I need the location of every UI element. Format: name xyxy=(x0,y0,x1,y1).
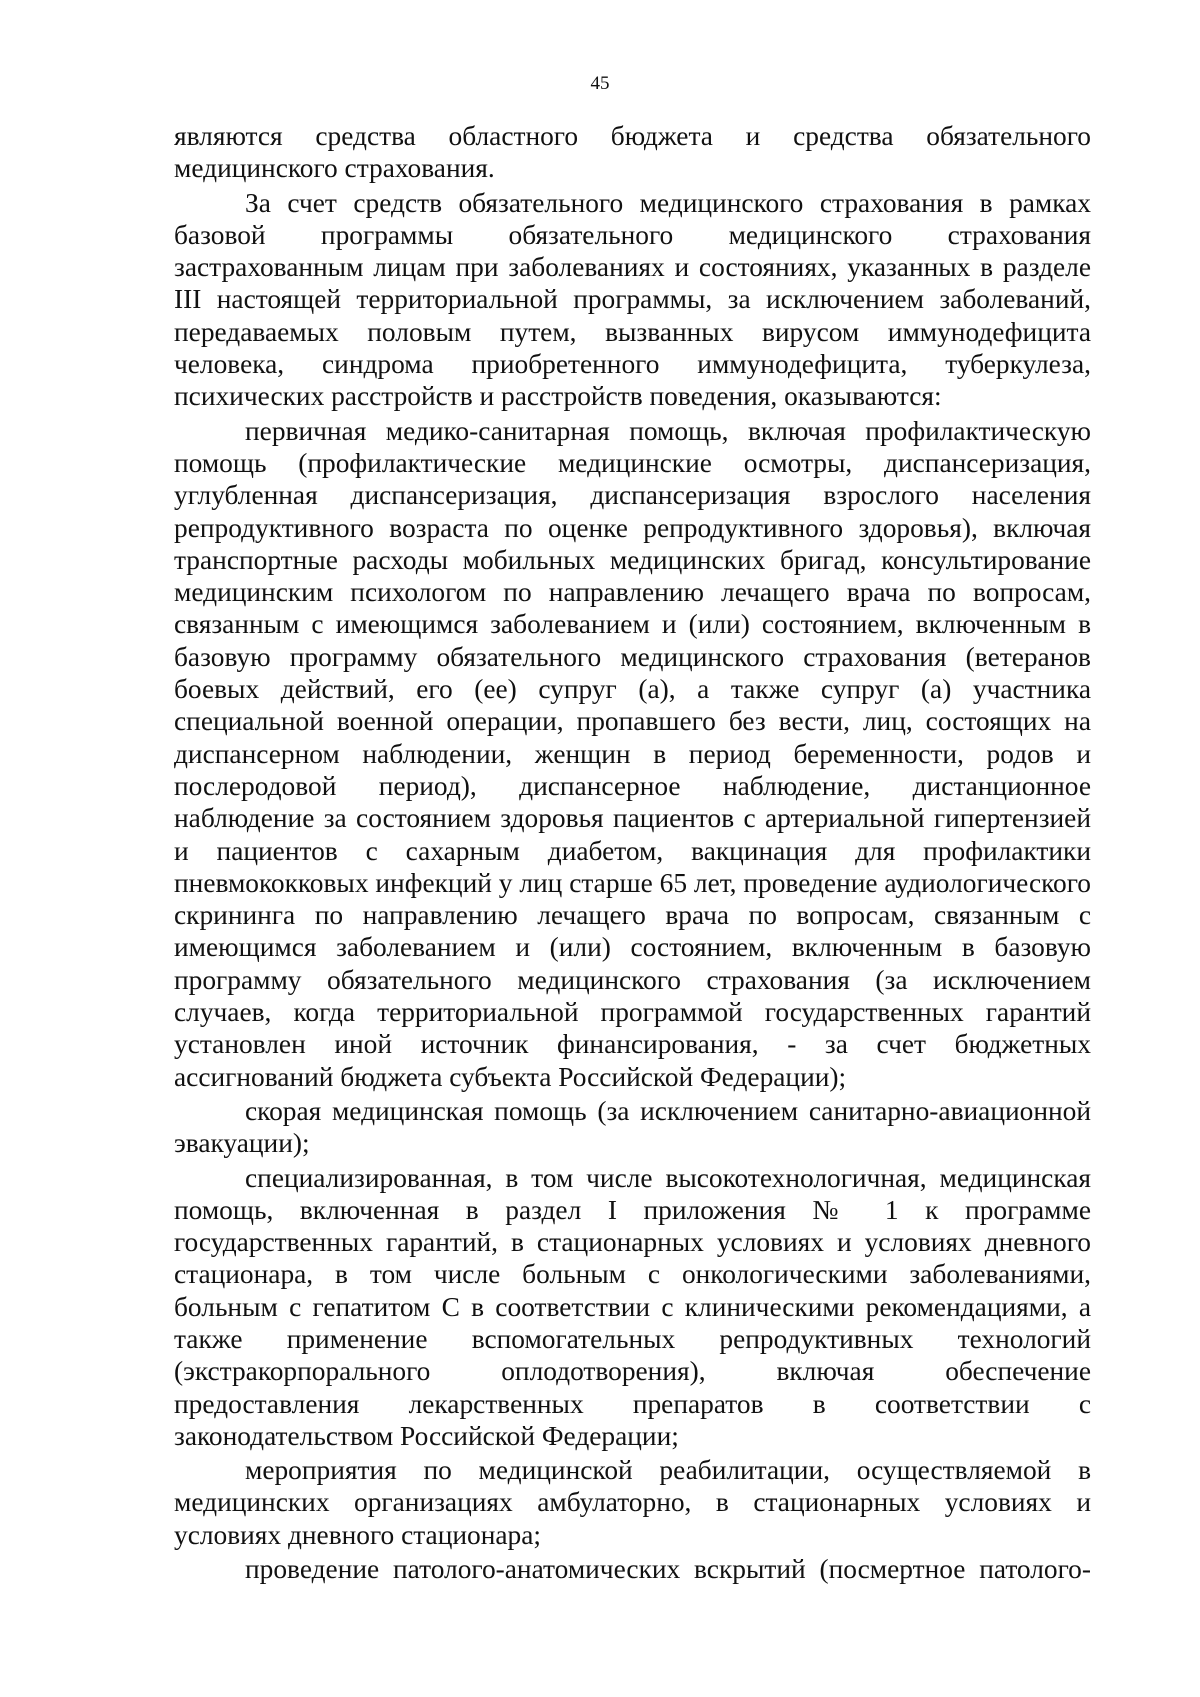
paragraph-6: мероприятия по медицинской реабилитации, осуществляемой в медицинских организациях амбулаторно, в стационарных условиях и условиях дневного стационара; xyxy=(174,1455,1091,1550)
paragraph-7: проведение патолого-анатомических вскрытий (посмертное патолого- xyxy=(245,1554,1091,1585)
paragraph-4: скорая медицинская помощь (за исключением санитарно-авиационной эвакуации); xyxy=(174,1095,1091,1159)
paragraph-3: первичная медико-санитарная помощь, включая профилактическую помощь (профилактические медицинские осмотры, диспансеризация, углубленная диспансеризация, диспансеризация взрослого населения репродуктивного возраста по оценке репродуктивного здоровья), включая транспортные расходы мобильных медицинских бригад, консультирование медицинским психологом по направлению лечащего врача по вопросам, связанным с имеющимся заболеванием и (или) состоянием, включенным в базовую программу обязательного медицинского страхования (ветеранов боевых действий, его (ее) супруг (а), а также супруг (а) участника специальной военной операции, пропавшего без вести, лиц, состоящих на диспансерном наблюдении, женщин в период беременности, родов и послеродовой период), диспансерное наблюдение, дистанционное наблюдение за состоянием здоровья пациентов с артериальной гипертензией и пациентов с сахарным диабетом, вакцинация для профилактики пневмококковых инфекций у лиц старше 65 лет, проведение аудиологического скрининга по направлению лечащего врача по вопросам, связанным с имеющимся заболеванием и (или) состоянием, включенным в базовую программу обязательного медицинского страхования (за исключением случаев, когда территориальной программой государственных гарантий установлен иной источник финансирования, - за счет бюджетных ассигнований бюджета субъекта Российской Федерации); xyxy=(174,415,1091,1092)
page-number: 45 xyxy=(590,73,610,94)
paragraph-1: являются средства областного бюджета и средства обязательного медицинского страхования. xyxy=(174,121,1091,184)
document-body xyxy=(174,120,1091,1587)
paragraph-2: За счет средств обязательного медицинского страхования в рамках базовой программы обязательного медицинского страхования застрахованным лицам при заболеваниях и состояниях, указанных в разделе III настоящей территориальной программы, за исключением заболеваний, передаваемых половым путем, вызванных вирусом иммунодефицита человека, синдрома приобретенного иммунодефицита, туберкулеза, психических расстройств и расстройств поведения, оказываются: xyxy=(174,187,1091,412)
paragraph-5: специализированная, в том числе высокотехнологичная, медицинская помощь, включенная в раздел I приложения № 1 к программе государственных гарантий, в стационарных условиях и условиях дневного стационара, в том числе больным с онкологическими заболеваниями, больным с гепатитом С в соответствии с клиническими рекомендациями, а также применение вспомогательных репродуктивных технологий (экстракорпорального оплодотворения), включая обеспечение предоставления лекарственных препаратов в соответствии с законодательством Российской Федерации; xyxy=(174,1162,1091,1451)
